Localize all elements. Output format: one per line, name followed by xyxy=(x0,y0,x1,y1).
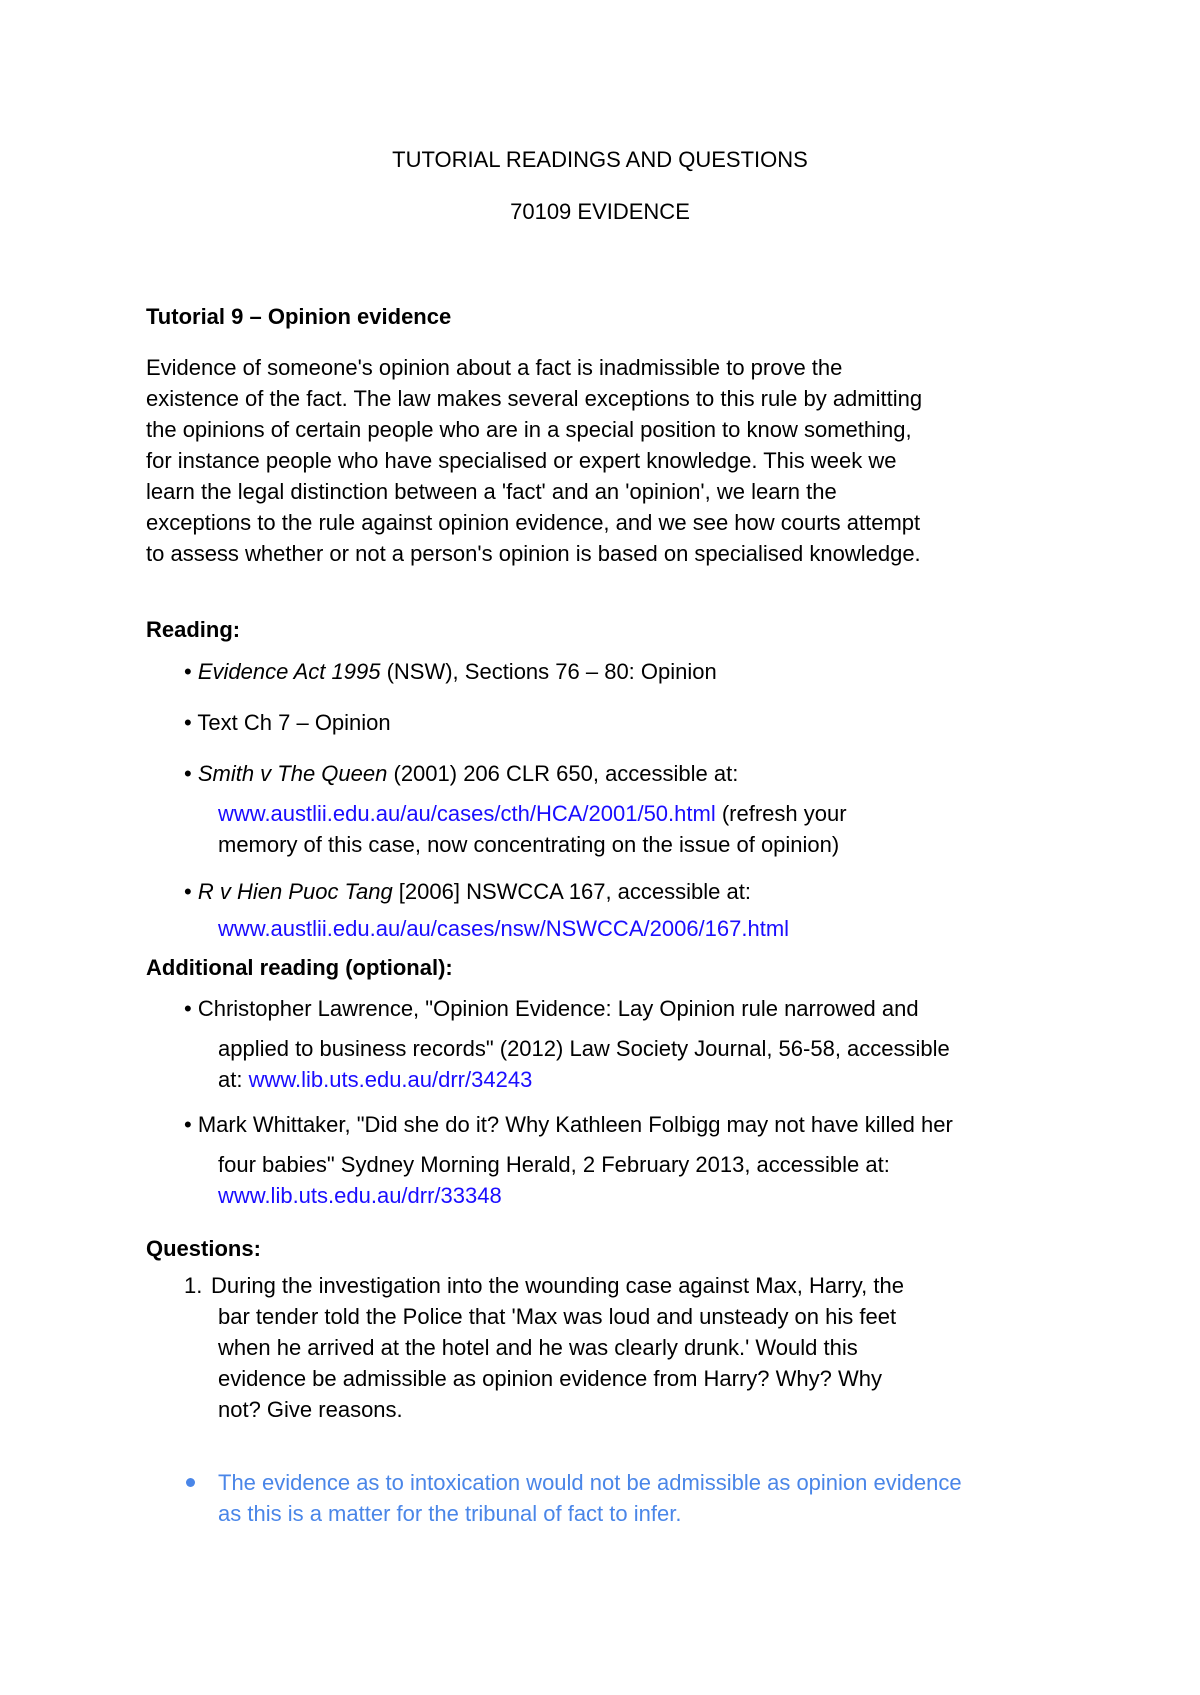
question-number: 1. xyxy=(184,1273,203,1298)
question-line: bar tender told the Police that 'Max was loud and unsteady on his feet xyxy=(218,1304,897,1329)
case-name: Smith v The Queen xyxy=(197,761,388,786)
intro-line: learn the legal distinction between a 'fact' and an 'opinion', we learn the xyxy=(146,479,837,504)
reading-item-title: Evidence Act 1995 xyxy=(197,659,381,684)
intro-paragraph xyxy=(146,352,922,569)
answer xyxy=(218,1467,962,1529)
answer-bullet-icon xyxy=(186,1478,195,1487)
reading-item-evidence-act: • Evidence Act 1995 (NSW), Sections 76 – 80: Opinion xyxy=(184,659,717,684)
question-line: evidence be admissible as opinion evidence from Harry? Why? Why xyxy=(218,1366,882,1391)
reading-item-text-ch7: • Text Ch 7 – Opinion xyxy=(184,710,391,735)
question-line: when he arrived at the hotel and he was clearly drunk.' Would this xyxy=(218,1335,858,1360)
smith-note-line: memory of this case, now concentrating on the issue of opinion) xyxy=(218,832,840,857)
lawrence-link[interactable]: www.lib.uts.edu.au/drr/34243 xyxy=(248,1067,533,1092)
question-line: not? Give reasons. xyxy=(218,1397,403,1422)
reading-heading: Reading: xyxy=(146,617,241,642)
tang-case-link[interactable]: www.austlii.edu.au/au/cases/nsw/NSWCCA/2006/167.html xyxy=(218,916,790,941)
answer-line: as this is a matter for the tribunal of fact to infer. xyxy=(218,1501,682,1526)
intro-line: the opinions of certain people who are in a special position to know something, xyxy=(146,417,912,442)
lawrence-link-line: at: www.lib.uts.edu.au/drr/34243 xyxy=(218,1067,533,1092)
intro-line: existence of the fact. The law makes several exceptions to this rule by admitting xyxy=(146,386,923,411)
lawrence-line-2: applied to business records" (2012) Law Society Journal, 56-58, accessible xyxy=(218,1036,950,1061)
tutorial-heading: Tutorial 9 – Opinion evidence xyxy=(146,304,452,329)
bullet: • xyxy=(184,710,192,735)
document-title: TUTORIAL READINGS AND QUESTIONS xyxy=(392,147,808,172)
course-code: 70109 EVIDENCE xyxy=(510,199,690,224)
question-1 xyxy=(211,1270,904,1301)
intro-line: exceptions to the rule against opinion evidence, and we see how courts attempt xyxy=(146,510,921,535)
reading-item-tang: • R v Hien Puoc Tang [2006] NSWCCA 167, accessible at: xyxy=(184,879,751,904)
whittaker-line-2: four babies" Sydney Morning Herald, 2 February 2013, accessible at: xyxy=(218,1152,890,1177)
smith-link-line: www.austlii.edu.au/au/cases/cth/HCA/2001/50.html (refresh your xyxy=(218,801,847,826)
case-name: R v Hien Puoc Tang xyxy=(197,879,393,904)
whittaker-link[interactable]: www.lib.uts.edu.au/drr/33348 xyxy=(218,1183,502,1208)
smith-case-link[interactable]: www.austlii.edu.au/au/cases/cth/HCA/2001/50.html xyxy=(218,801,716,826)
bullet: • xyxy=(184,996,192,1021)
tang-link-line xyxy=(218,916,789,942)
bullet: • xyxy=(184,659,192,684)
whittaker-link-line xyxy=(218,1183,502,1209)
additional-item-whittaker: • Mark Whittaker, "Did she do it? Why Kathleen Folbigg may not have killed her xyxy=(184,1112,953,1137)
question-line: During the investigation into the wounding case against Max, Harry, the xyxy=(211,1273,904,1298)
bullet: • xyxy=(184,761,192,786)
bullet: • xyxy=(184,1112,192,1137)
intro-line: to assess whether or not a person's opinion is based on specialised knowledge. xyxy=(146,541,921,566)
intro-line: for instance people who have specialised or expert knowledge. This week we xyxy=(146,448,897,473)
additional-item-lawrence: • Christopher Lawrence, "Opinion Evidence: Lay Opinion rule narrowed and xyxy=(184,996,919,1021)
reading-item-smith: • Smith v The Queen (2001) 206 CLR 650, accessible at: xyxy=(184,761,739,786)
question-1-continued xyxy=(218,1301,896,1425)
answer-line: The evidence as to intoxication would not be admissible as opinion evidence xyxy=(218,1470,962,1495)
additional-reading-heading: Additional reading (optional): xyxy=(146,955,453,980)
bullet: • xyxy=(184,879,192,904)
intro-line: Evidence of someone's opinion about a fact is inadmissible to prove the xyxy=(146,355,843,380)
questions-heading: Questions: xyxy=(146,1236,261,1261)
